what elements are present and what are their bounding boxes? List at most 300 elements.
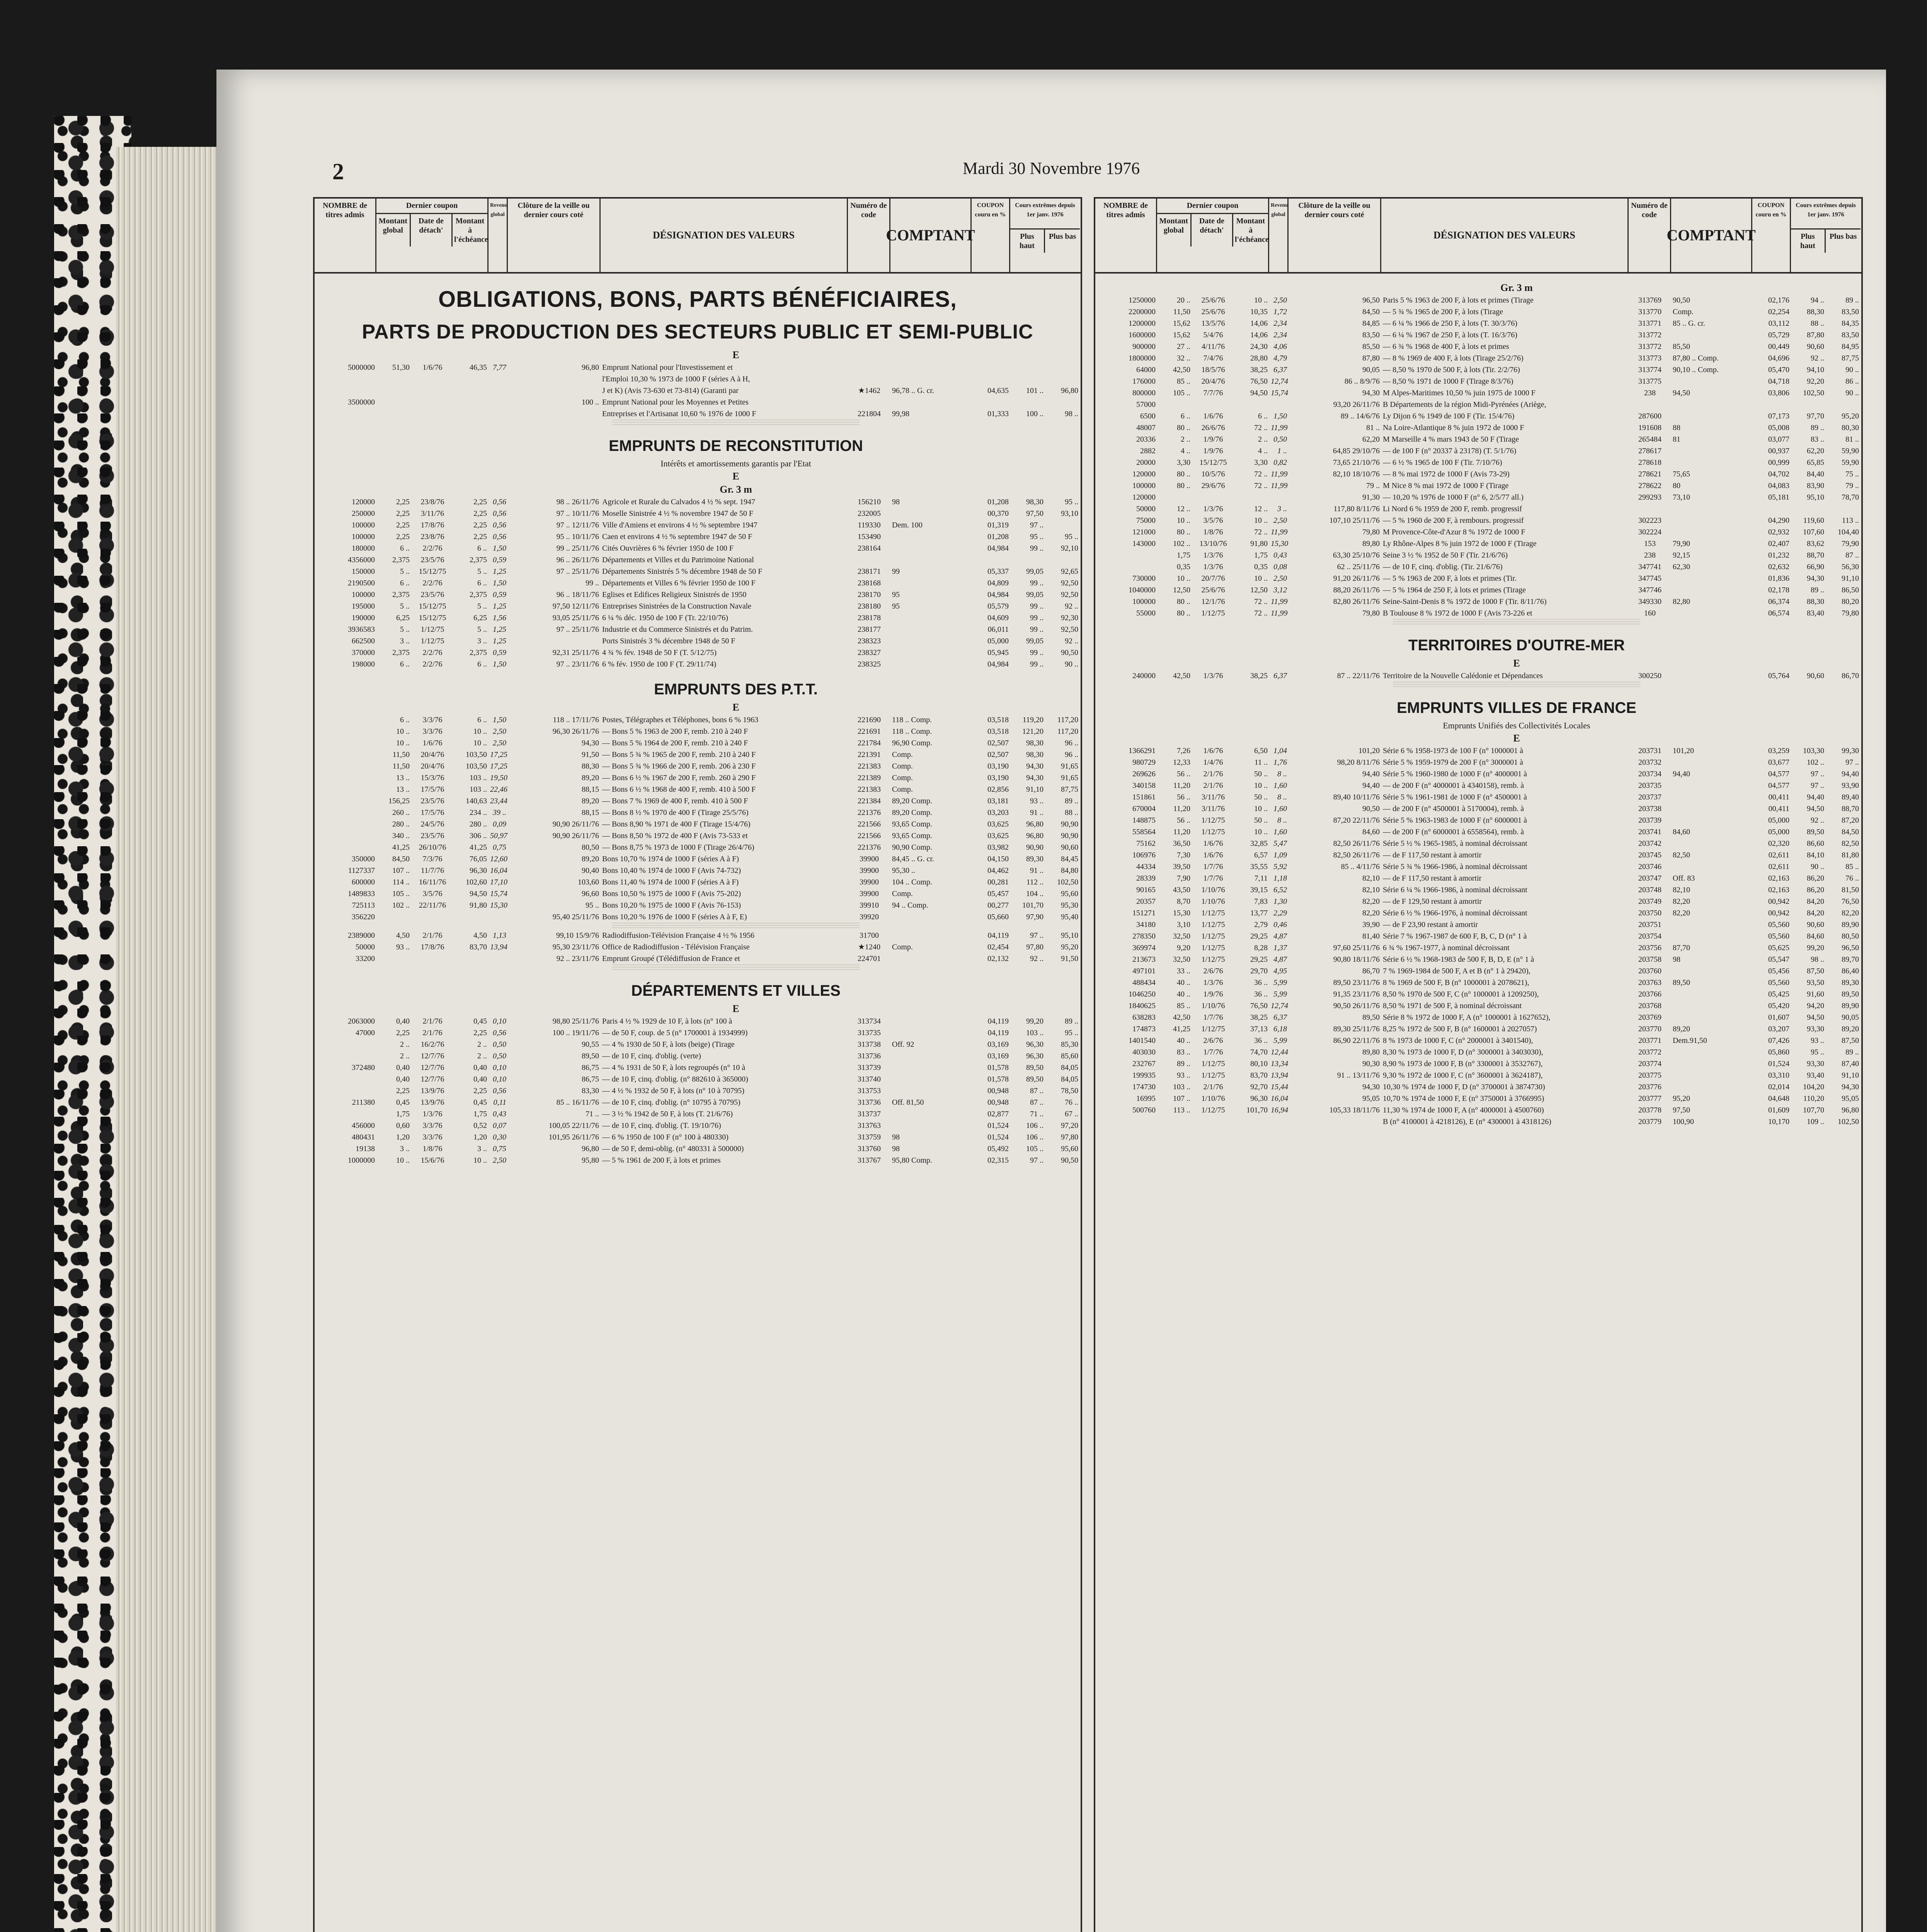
cell-plus: 98,30 bbox=[1026, 498, 1044, 506]
right-body bbox=[1095, 274, 1861, 1932]
cell-comp bbox=[890, 373, 972, 385]
cell-desig: — Bons 8,50 % 1972 de 400 F (Avis 73-533 et bbox=[602, 832, 748, 840]
cell-mont: 6 .. bbox=[400, 716, 410, 724]
cell-code: 299293 bbox=[1638, 493, 1661, 502]
cell-coupon: 01,607 bbox=[1768, 1013, 1789, 1022]
cell-coupon: 02,163 bbox=[1768, 874, 1789, 883]
cell-date: 13/5/76 bbox=[1201, 319, 1225, 328]
cell-mont: 11,20 bbox=[1173, 781, 1190, 790]
cell-code: 347741 bbox=[1638, 563, 1661, 571]
cell-titres: 1040000 bbox=[1129, 586, 1156, 594]
cell-plus: 87,50 bbox=[1807, 967, 1824, 975]
cell-plus: 93,50 bbox=[1807, 978, 1824, 987]
cell-clot: 89,50 bbox=[1362, 1013, 1380, 1022]
cell-titres: 33200 bbox=[356, 954, 375, 963]
cell-rev: 11,99 bbox=[1271, 481, 1288, 490]
cell-plus: 99 .. bbox=[1030, 648, 1044, 657]
cell-rev: 0,56 bbox=[493, 521, 506, 529]
table-row bbox=[315, 589, 1081, 600]
cell-coupon: 01,208 bbox=[987, 532, 1009, 541]
cell-coupon: 01,319 bbox=[987, 521, 1009, 529]
cell-bas: 95,40 bbox=[1061, 913, 1078, 921]
cell-bas: 96,80 bbox=[1061, 386, 1078, 395]
cell-titres: 240000 bbox=[1132, 672, 1156, 680]
cell-code: 221566 bbox=[858, 820, 881, 828]
cell-desig: — Bons 8,90 % 1971 de 400 F (Tirage 15/4/76) bbox=[602, 820, 751, 828]
table-row bbox=[1095, 457, 1861, 468]
cell-clot: 84,50 bbox=[1362, 308, 1380, 316]
cell-titres: 456000 bbox=[352, 1121, 375, 1130]
table-row bbox=[1095, 930, 1861, 942]
cell-code: 203745 bbox=[1638, 851, 1661, 859]
cell-date bbox=[411, 408, 454, 420]
cell-date: 22/11/76 bbox=[419, 901, 446, 910]
cell-code: 313769 bbox=[1638, 296, 1661, 304]
cell-rev: 17,10 bbox=[490, 878, 507, 886]
cell-rev: 4,87 bbox=[1273, 955, 1287, 964]
cell-mont: 105 .. bbox=[1173, 389, 1190, 397]
cell-bas: 78,50 bbox=[1061, 1087, 1078, 1095]
cell-titres bbox=[315, 795, 376, 807]
cell-clot: 89,80 bbox=[1362, 539, 1380, 548]
table-row bbox=[1095, 988, 1861, 1000]
cell-clot: 93,05 25/11/76 bbox=[552, 614, 599, 622]
cell-titres: 176000 bbox=[1132, 377, 1156, 386]
cell-plus: 89,50 bbox=[1026, 1063, 1044, 1072]
cell-m2: 29,25 bbox=[1250, 955, 1268, 964]
cell-plus: 84,40 bbox=[1807, 470, 1824, 478]
cell-titres: 980729 bbox=[1132, 758, 1156, 767]
cell-rev: 15,30 bbox=[1271, 539, 1288, 548]
cell-plus bbox=[1010, 373, 1045, 385]
cell-date: 23/8/76 bbox=[420, 532, 444, 541]
cell-rev: 1,25 bbox=[493, 637, 506, 645]
cell-bas: 113 .. bbox=[1842, 516, 1859, 525]
cell-rev: 12,60 bbox=[490, 855, 507, 863]
cell-clot: 85 .. 4/11/76 bbox=[1341, 862, 1380, 871]
table-row bbox=[315, 865, 1081, 876]
col-cloture: Clôture de la veille ou dernier cours coté bbox=[1289, 199, 1381, 272]
cell-clot: 39,90 bbox=[1362, 920, 1380, 929]
cell-comp: 94,40 bbox=[1673, 770, 1690, 778]
cell-comp: 98 bbox=[892, 498, 900, 506]
cell-date: 1/9/76 bbox=[1203, 447, 1223, 455]
cell-titres: 1200000 bbox=[1129, 319, 1156, 328]
cell-desig: Industrie et du Commerce Sinistrés et du Patrim. bbox=[602, 625, 753, 634]
cell-m2: 12,50 bbox=[1250, 586, 1268, 594]
cell-comp bbox=[1671, 670, 1752, 682]
table-row bbox=[315, 624, 1081, 635]
cell-desig: Série 5 % 1959-1979 de 200 F (n° 3000001 à bbox=[1383, 758, 1523, 767]
cell-code: 203772 bbox=[1638, 1048, 1661, 1056]
cell-date: 20/4/76 bbox=[420, 750, 444, 759]
table-row bbox=[315, 543, 1081, 554]
cell-code: 203770 bbox=[1638, 1025, 1661, 1033]
table-row bbox=[1095, 1116, 1861, 1128]
cell-bas: 75 .. bbox=[1845, 470, 1859, 478]
cell-mont: 56 .. bbox=[1177, 770, 1190, 778]
col-montant: Montant global bbox=[376, 214, 411, 247]
cell-mont bbox=[376, 911, 411, 923]
cell-date bbox=[411, 385, 454, 396]
fine-print bbox=[612, 923, 860, 930]
cell-m2: 11 .. bbox=[1254, 758, 1268, 767]
cell-plus: 88,30 bbox=[1807, 308, 1824, 316]
cell-m2: 101,70 bbox=[1246, 1106, 1268, 1114]
table-row bbox=[1095, 434, 1861, 445]
cell-date: 2/1/76 bbox=[1203, 1083, 1223, 1091]
cell-coupon: 05,457 bbox=[987, 889, 1009, 898]
rows-villes-de-france bbox=[1095, 745, 1861, 1128]
cell-m2: 3 .. bbox=[477, 1145, 487, 1153]
cell-m2: 38,25 bbox=[1250, 366, 1268, 374]
cell-code: 221383 bbox=[858, 762, 881, 770]
cell-coupon: 04,702 bbox=[1768, 470, 1789, 478]
cell-titres bbox=[1095, 561, 1157, 573]
cell-plus: 94,30 bbox=[1026, 774, 1044, 782]
table-row bbox=[315, 772, 1081, 784]
cell-bas: 87,40 bbox=[1842, 1060, 1859, 1068]
cell-titres: 90165 bbox=[1136, 886, 1156, 894]
cell-titres: 2200000 bbox=[1129, 308, 1156, 316]
cell-date: 5/4/76 bbox=[1203, 331, 1223, 339]
cell-comp bbox=[890, 1027, 972, 1039]
cell-mont: 6,25 bbox=[396, 614, 410, 622]
cell-rev: 0,75 bbox=[493, 1145, 506, 1153]
cell-plus: 99 .. bbox=[1030, 614, 1044, 622]
cell-coupon: 05,000 bbox=[1768, 816, 1789, 825]
cell-coupon: 05,729 bbox=[1768, 331, 1789, 339]
cell-bas: 91,50 bbox=[1061, 954, 1078, 963]
cell-desig: 10,30 % 1974 de 1000 F, D (n° 3700001 à 3874730) bbox=[1383, 1083, 1545, 1091]
cell-coupon: 01,524 bbox=[987, 1121, 1009, 1130]
cell-titres: 100000 bbox=[1132, 597, 1156, 606]
cell-rev bbox=[1269, 492, 1289, 503]
cell-clot: 90,90 26/11/76 bbox=[552, 832, 599, 840]
cell-code: 203775 bbox=[1638, 1071, 1661, 1080]
cell-desig: Départements Sinistrés 5 % décembre 1948 de 50 F bbox=[602, 567, 763, 576]
cell-rev: 0,56 bbox=[493, 1087, 506, 1095]
cell-clot: 91 .. 13/11/76 bbox=[1337, 1071, 1380, 1080]
cell-code: 221384 bbox=[858, 797, 881, 805]
cell-desig: Agricole et Rurale du Calvados 4 ½ % sept. 1947 bbox=[602, 498, 756, 506]
cell-comp: 118 .. Comp. bbox=[892, 716, 932, 724]
cell-date: 1/8/76 bbox=[422, 1145, 443, 1153]
cell-date: 1/12/75 bbox=[1201, 920, 1225, 929]
cell-plus bbox=[1010, 396, 1045, 408]
col-comptant: COMPTANT bbox=[890, 199, 972, 272]
table-row bbox=[1095, 954, 1861, 965]
cell-code bbox=[848, 373, 890, 385]
cell-code: 31700 bbox=[860, 931, 879, 940]
cell-rev: 1,76 bbox=[1273, 758, 1287, 767]
cell-coupon: 02,178 bbox=[1768, 586, 1789, 594]
cell-coupon: 03,625 bbox=[987, 832, 1009, 840]
cell-titres: 16995 bbox=[1136, 1094, 1156, 1103]
cell-desig: Série 6 ½ % 1966-1976, à nominal décroissant bbox=[1383, 909, 1527, 917]
cell-desig: — 10,20 % 1976 de 1000 F (n° 6, 2/5/77 all.) bbox=[1383, 493, 1524, 502]
cell-titres: 100000 bbox=[352, 521, 375, 529]
table-row bbox=[315, 519, 1081, 531]
cell-coupon: 04,984 bbox=[987, 544, 1009, 553]
cell-coupon: 05,560 bbox=[1768, 978, 1789, 987]
cell-mont: 33 .. bbox=[1177, 967, 1190, 975]
cell-date: 1/8/76 bbox=[1203, 528, 1223, 536]
cell-date: 11/7/76 bbox=[420, 866, 444, 875]
cell-coupon: 03,077 bbox=[1768, 435, 1789, 444]
cell-desig: J et K) (Avis 73-630 et 73-814) (Garanti par bbox=[602, 386, 739, 395]
cell-bas: 90,60 bbox=[1061, 843, 1078, 852]
cell-coupon: 02,856 bbox=[987, 785, 1009, 794]
col-dernier-coupon bbox=[376, 199, 489, 272]
cell-code bbox=[1629, 399, 1671, 410]
cell-comp: Comp. bbox=[1673, 308, 1694, 316]
cell-rev: 1,25 bbox=[493, 625, 506, 634]
cell-desig: — de 100 F (n° 20337 à 23178) (T. 5/1/76) bbox=[1383, 447, 1517, 455]
table-row bbox=[315, 807, 1081, 818]
cell-rev: 2,50 bbox=[1273, 516, 1287, 525]
cell-comp bbox=[1671, 399, 1752, 410]
cell-clot: 63,30 25/10/76 bbox=[1333, 551, 1380, 560]
cell-plus: 94,30 bbox=[1807, 574, 1824, 583]
cell-clot: 86 .. 8/9/76 bbox=[1344, 377, 1380, 386]
table-row bbox=[315, 362, 1081, 373]
cell-titres: 120000 bbox=[1132, 493, 1156, 502]
cell-desig: Ports Sinistrés 3 % décembre 1948 de 50 F bbox=[602, 637, 735, 645]
cell-mont: 2,25 bbox=[396, 1087, 410, 1095]
cell-coupon: 00,942 bbox=[1768, 909, 1789, 917]
cell-code: 39900 bbox=[860, 855, 879, 863]
cell-bas: 76,50 bbox=[1842, 897, 1859, 906]
table-row bbox=[1095, 399, 1861, 410]
cell-bas: 95,10 bbox=[1061, 931, 1078, 940]
cell-bas: 76 .. bbox=[1065, 1098, 1078, 1107]
cell-coupon: 00,937 bbox=[1768, 447, 1789, 455]
cell-m2: 72 .. bbox=[1254, 423, 1268, 432]
cell-mont: 0,40 bbox=[396, 1017, 410, 1026]
table-row bbox=[1095, 538, 1861, 549]
cell-comp: Comp. bbox=[892, 762, 913, 770]
cell-date: 25/6/76 bbox=[1201, 296, 1225, 304]
cell-coupon: 05,425 bbox=[1768, 990, 1789, 998]
cell-date: 1/12/75 bbox=[1201, 1060, 1225, 1068]
cell-coupon: 02,163 bbox=[1768, 886, 1789, 894]
cell-m2 bbox=[454, 396, 489, 408]
cell-bas: 67 .. bbox=[1065, 1110, 1078, 1118]
cell-code: 119330 bbox=[858, 521, 881, 529]
cell-rev: 1,50 bbox=[1273, 412, 1287, 420]
cell-date: 2/1/76 bbox=[422, 931, 443, 940]
cell-bas: 99,30 bbox=[1842, 747, 1859, 755]
cell-bas bbox=[1826, 399, 1861, 410]
cell-coupon: 00,948 bbox=[987, 1087, 1009, 1095]
cell-comp: 82,20 bbox=[1673, 897, 1690, 906]
cell-comp: 99,98 bbox=[892, 410, 909, 418]
cell-date: 2/6/76 bbox=[1203, 967, 1223, 975]
cell-clot bbox=[508, 385, 601, 396]
cell-titres: 340158 bbox=[1132, 781, 1156, 790]
table-row bbox=[315, 842, 1081, 853]
cell-titres: 500760 bbox=[1132, 1106, 1156, 1114]
cell-mont: 7,30 bbox=[1177, 851, 1190, 859]
cell-clot: 96,50 bbox=[1362, 296, 1380, 304]
cell-plus: 105 .. bbox=[1026, 1145, 1044, 1153]
cell-clot: 83,50 bbox=[1362, 331, 1380, 339]
cell-titres: 47000 bbox=[356, 1029, 375, 1037]
cell-m2: 38,25 bbox=[1250, 672, 1268, 680]
cell-date: 13/10/76 bbox=[1199, 539, 1227, 548]
cell-m2: 37,13 bbox=[1250, 1025, 1268, 1033]
cell-titres: 900000 bbox=[1132, 342, 1156, 351]
cell-titres: 662500 bbox=[352, 637, 375, 645]
cell-desig: Emprunt National pour les Moyennes et Petites bbox=[602, 398, 749, 406]
cell-plus: 84,10 bbox=[1807, 851, 1824, 859]
section-reconstitution-title: EMPRUNTS DE RECONSTITUTION bbox=[609, 437, 863, 454]
cell-m2: 32,85 bbox=[1250, 839, 1268, 848]
cell-mont: 41,25 bbox=[392, 843, 410, 852]
cell-rev: 3 .. bbox=[1277, 505, 1287, 513]
cell-rev: 4,87 bbox=[1273, 932, 1287, 940]
cell-clot: 117,80 8/11/76 bbox=[1333, 505, 1380, 513]
cell-date: 1/9/76 bbox=[1203, 990, 1223, 998]
cell-m2: 39,15 bbox=[1250, 886, 1268, 894]
table-header bbox=[315, 199, 1081, 274]
cell-coupon: 02,254 bbox=[1768, 308, 1789, 316]
cell-coupon: 04,635 bbox=[987, 386, 1009, 395]
cell-desig: — 5 % 1961 de 200 F, à lots et primes bbox=[602, 1156, 721, 1165]
cell-code bbox=[848, 396, 890, 408]
cell-code: 238325 bbox=[858, 660, 881, 668]
cell-desig: Ly Dijon 6 % 1949 de 100 F (Tir. 15/4/76) bbox=[1383, 412, 1515, 420]
cell-mont: 107 .. bbox=[1173, 1094, 1190, 1103]
cell-titres bbox=[315, 1073, 376, 1085]
cell-code: 203771 bbox=[1638, 1036, 1661, 1045]
cell-titres: 278350 bbox=[1132, 932, 1156, 940]
cell-m2: 10 .. bbox=[1254, 781, 1268, 790]
cell-desig: — 4 % 1930 de 50 F, à lots (beige) (Tirage bbox=[602, 1040, 735, 1049]
cell-mont: 41,25 bbox=[1173, 1025, 1190, 1033]
cell-coupon: 04,577 bbox=[1768, 770, 1789, 778]
cell-date: 1/12/75 bbox=[1201, 909, 1225, 917]
cell-m2: 80,10 bbox=[1250, 1060, 1268, 1068]
cell-mont: 42,50 bbox=[1173, 1013, 1190, 1022]
cell-bas: 89,90 bbox=[1842, 920, 1859, 929]
cell-bas: 96 .. bbox=[1065, 750, 1078, 759]
cell-plus: 97 .. bbox=[1030, 931, 1044, 940]
cell-desig: Série 6 ¼ % 1966-1986, à nominal décroissant bbox=[1383, 886, 1527, 894]
cell-comp: 79,90 bbox=[1673, 539, 1690, 548]
cell-code: 287600 bbox=[1638, 412, 1661, 420]
cell-titres: 199935 bbox=[1132, 1071, 1156, 1080]
cell-mont: 3,30 bbox=[1177, 458, 1190, 467]
cell-desig: — Bons 6 ½ % 1968 de 400 F, remb. 410 à 500 F bbox=[602, 785, 756, 794]
cell-comp bbox=[1671, 376, 1752, 387]
cell-clot: 97 .. 23/11/76 bbox=[556, 660, 599, 668]
cell-bas: 97,20 bbox=[1061, 1121, 1078, 1130]
cell-clot: 97,50 12/11/76 bbox=[552, 602, 599, 611]
cell-date: 1/12/75 bbox=[1201, 1071, 1225, 1080]
cell-rev: 5,92 bbox=[1273, 862, 1287, 871]
cell-comp: 81 bbox=[1673, 435, 1680, 444]
cell-titres bbox=[315, 737, 376, 749]
cell-date: 1/4/76 bbox=[1203, 758, 1223, 767]
table-row bbox=[1095, 445, 1861, 457]
cell-desig: 8,50 % 1970 de 500 F, C (n° 1000001 à 1209250), bbox=[1383, 990, 1539, 998]
cell-rev: 0,75 bbox=[493, 843, 506, 852]
cell-bas: 85 .. bbox=[1845, 862, 1859, 871]
cell-code: 238171 bbox=[858, 567, 881, 576]
cell-bas bbox=[1045, 519, 1080, 531]
cell-mont: 10 .. bbox=[396, 1156, 410, 1165]
cell-rev bbox=[489, 408, 508, 420]
cell-comp bbox=[890, 396, 972, 408]
cell-mont: 80 .. bbox=[1177, 597, 1190, 606]
cell-date: 2/1/76 bbox=[1203, 781, 1223, 790]
cell-coupon: 01,524 bbox=[987, 1133, 1009, 1141]
cell-m2: 29,25 bbox=[1250, 932, 1268, 940]
cell-titres: 497101 bbox=[1132, 967, 1156, 975]
cell-comp: 96,90 Comp. bbox=[892, 739, 932, 747]
table-row bbox=[1095, 826, 1861, 838]
cell-clot: 90,90 26/11/76 bbox=[552, 820, 599, 828]
cell-bas: 86,70 bbox=[1842, 672, 1859, 680]
table-row bbox=[315, 1120, 1081, 1131]
cell-clot: 89,80 bbox=[1362, 1048, 1380, 1056]
cell-titres: 2389000 bbox=[348, 931, 375, 940]
cell-date: 2/1/76 bbox=[1203, 770, 1223, 778]
cell-rev: 1,25 bbox=[493, 567, 506, 576]
table-row bbox=[315, 760, 1081, 772]
cell-comp: 89,20 bbox=[1673, 1025, 1690, 1033]
cell-rev: 2,50 bbox=[493, 1156, 506, 1165]
cell-comp bbox=[890, 362, 972, 373]
table-row bbox=[1095, 376, 1861, 387]
cell-comp bbox=[890, 930, 972, 941]
cell-plus: 96,30 bbox=[1026, 1052, 1044, 1060]
cell-mont: 102 .. bbox=[392, 901, 410, 910]
cell-code: 203754 bbox=[1638, 932, 1661, 940]
cell-comp bbox=[890, 1120, 972, 1131]
cell-comp: 89,20 Comp. bbox=[892, 808, 932, 817]
cell-comp: 95,80 Comp. bbox=[892, 1156, 932, 1165]
cell-rev: 50,97 bbox=[490, 832, 507, 840]
cell-plus: 83,62 bbox=[1807, 539, 1824, 548]
cell-desig: Seine-Saint-Denis 8 % 1972 de 1000 F (Tir. 8/11/76) bbox=[1383, 597, 1547, 606]
cell-comp: 90,50 bbox=[1673, 296, 1690, 304]
cell-clot: 89,50 23/11/76 bbox=[1333, 978, 1380, 987]
cell-bas: 95 .. bbox=[1065, 1029, 1078, 1037]
cell-m2: 10 .. bbox=[1254, 516, 1268, 525]
cell-plus: 71 .. bbox=[1030, 1110, 1044, 1118]
right-table bbox=[1094, 197, 1863, 1932]
section-e-marker: E bbox=[732, 1003, 739, 1014]
cell-desig: Bons 11,40 % 1974 de 1000 F (séries A à F) bbox=[602, 878, 739, 886]
cell-code: 313753 bbox=[858, 1087, 881, 1095]
cell-plus bbox=[1791, 503, 1826, 515]
cell-date: 3/11/76 bbox=[1201, 804, 1225, 813]
table-header bbox=[1095, 199, 1861, 274]
cell-comp: Comp. bbox=[892, 943, 913, 951]
cell-coupon: 03,625 bbox=[987, 820, 1009, 828]
cell-plus: 100 .. bbox=[1026, 410, 1044, 418]
cell-mont: 3,10 bbox=[1177, 920, 1190, 929]
cell-clot: 92,31 25/11/76 bbox=[552, 648, 599, 657]
cell-comp: 84,45 .. G. cr. bbox=[892, 855, 934, 863]
cell-m2: 24,30 bbox=[1250, 342, 1268, 351]
cell-m2: 72 .. bbox=[1254, 470, 1268, 478]
cell-code: 313736 bbox=[858, 1052, 881, 1060]
col-extremes bbox=[1791, 199, 1861, 272]
